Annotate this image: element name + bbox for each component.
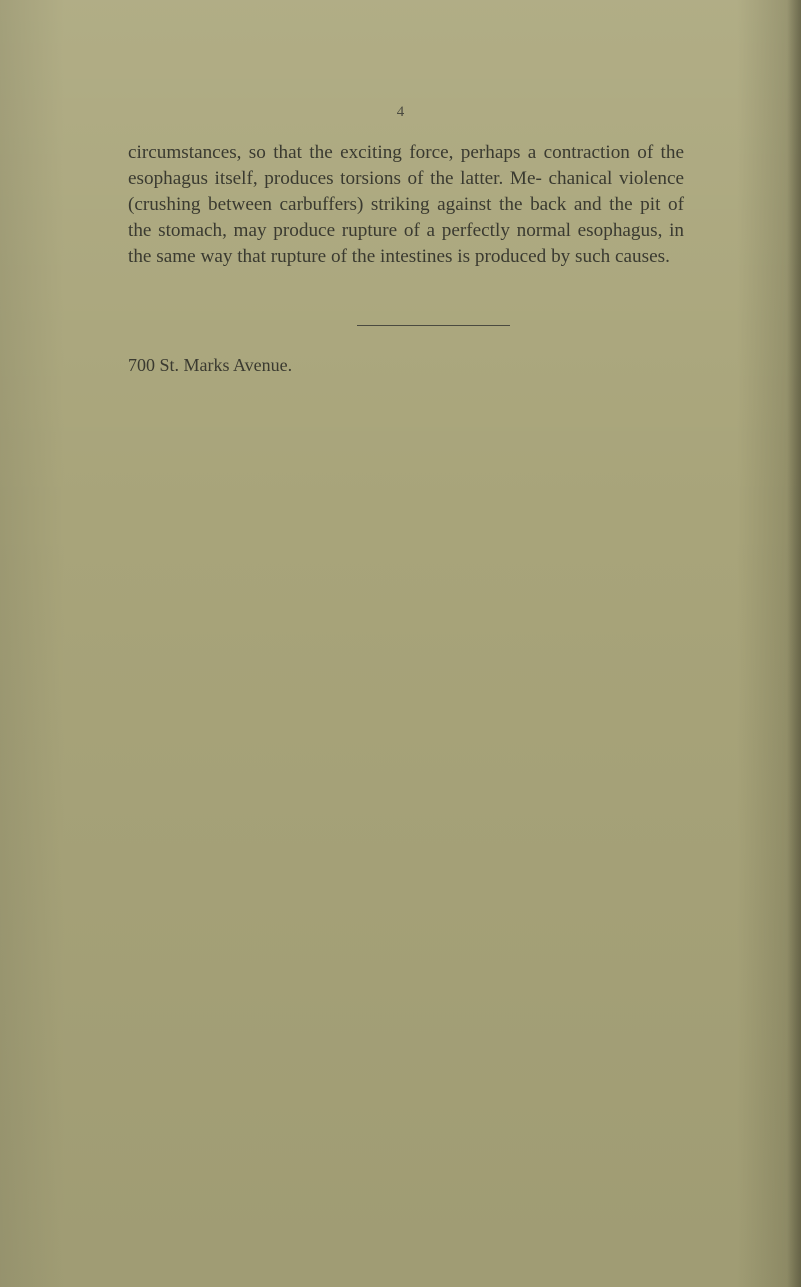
separator-rule xyxy=(357,325,510,326)
body-paragraph: circumstances, so that the exciting force, perhaps a contraction of the esophagus itself, produces torsions of the latter. Me- chanical violence (crushing between carbuffers) striking against the back and the pit of the stomach, may produce rupture of a perfectly normal esophagus, in the same way that rupture of the intestines is produced by such causes. xyxy=(128,142,684,267)
page-edge-shadow xyxy=(787,0,801,1287)
page-number: 4 xyxy=(396,104,405,120)
author-address: 700 St. Marks Avenue. xyxy=(128,355,293,375)
